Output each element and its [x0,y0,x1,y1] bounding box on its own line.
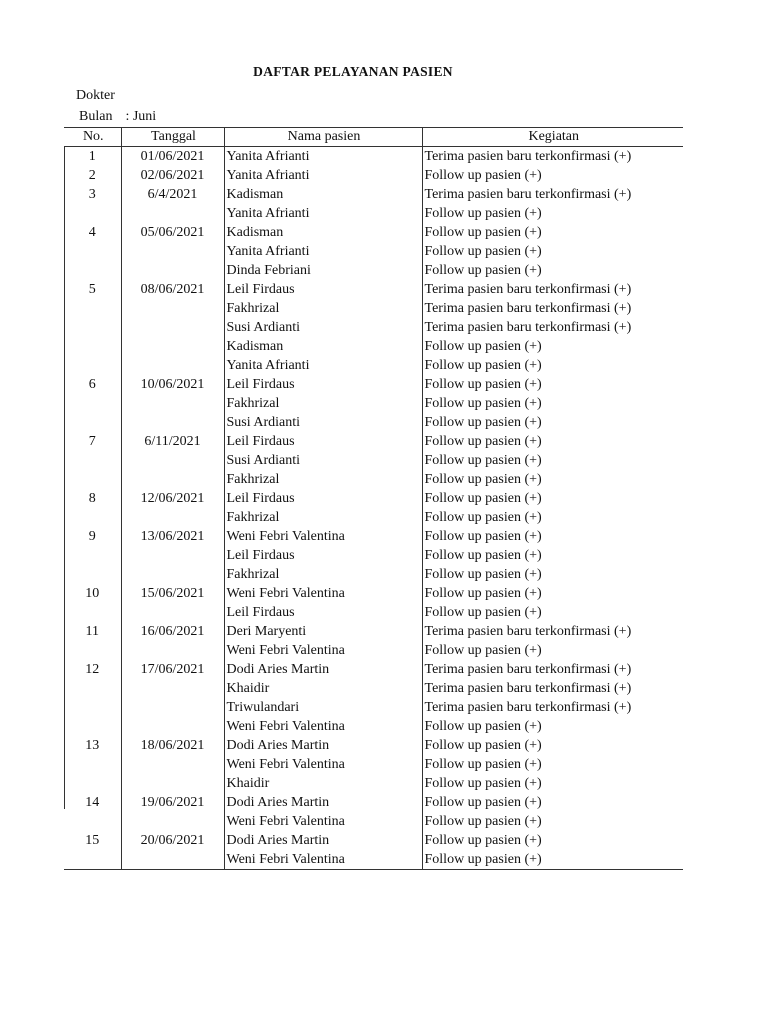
row-patient-name: Fakhrizal [224,470,422,489]
row-date [121,641,224,660]
row-number [64,717,121,736]
row-activity: Follow up pasien (+) [422,356,683,375]
table-row [64,166,683,185]
row-date [121,242,224,261]
bulan-label: Bulan [79,109,113,124]
row-patient-name: Dodi Aries Martin [224,793,422,812]
row-activity: Terima pasien baru terkonfirmasi (+) [422,147,683,167]
table-row [64,337,683,356]
row-patient-name: Dodi Aries Martin [224,736,422,755]
row-number [64,603,121,622]
table-row [64,451,683,470]
table-row [64,299,683,318]
table-row [64,508,683,527]
row-date: 01/06/2021 [121,147,224,167]
row-date: 02/06/2021 [121,166,224,185]
row-number [64,508,121,527]
row-patient-name: Fakhrizal [224,394,422,413]
bulan-row [79,109,156,125]
row-patient-name: Khaidir [224,774,422,793]
row-date: 05/06/2021 [121,223,224,242]
row-number [64,679,121,698]
row-patient-name: Susi Ardianti [224,318,422,337]
row-patient-name: Kadisman [224,223,422,242]
row-number [64,565,121,584]
row-activity: Follow up pasien (+) [422,736,683,755]
table-header-row [64,128,683,147]
table-row [64,755,683,774]
row-patient-name: Kadisman [224,185,422,204]
row-date: 6/11/2021 [121,432,224,451]
table-row [64,831,683,850]
row-activity: Follow up pasien (+) [422,508,683,527]
table-row [64,546,683,565]
row-number [64,755,121,774]
row-number [64,850,121,870]
row-activity: Follow up pasien (+) [422,641,683,660]
row-patient-name: Yanita Afrianti [224,147,422,167]
row-activity: Follow up pasien (+) [422,489,683,508]
row-date: 19/06/2021 [121,793,224,812]
row-patient-name: Weni Febri Valentina [224,812,422,831]
row-patient-name: Yanita Afrianti [224,166,422,185]
row-number: 13 [85,738,100,753]
row-activity: Terima pasien baru terkonfirmasi (+) [422,280,683,299]
row-number [64,470,121,489]
row-number: 12 [85,662,100,677]
row-date [121,394,224,413]
row-patient-name: Fakhrizal [224,508,422,527]
row-number [64,546,121,565]
row-number [64,356,121,375]
row-activity: Follow up pasien (+) [422,223,683,242]
header-kegiatan: Kegiatan [422,128,683,147]
row-patient-name: Yanita Afrianti [224,356,422,375]
row-number: 2 [88,168,96,183]
row-number [64,242,121,261]
row-patient-name: Khaidir [224,679,422,698]
row-activity: Terima pasien baru terkonfirmasi (+) [422,679,683,698]
row-date [121,755,224,774]
table-row [64,736,683,755]
table-row [64,356,683,375]
table-row [64,413,683,432]
row-date [121,337,224,356]
row-date [121,565,224,584]
table-row [64,280,683,299]
patient-service-table [64,127,683,870]
row-number: 4 [88,225,96,240]
table-body [64,147,683,870]
row-activity: Terima pasien baru terkonfirmasi (+) [422,622,683,641]
row-activity: Follow up pasien (+) [422,204,683,223]
row-date [121,261,224,280]
table-row [64,774,683,793]
row-date [121,451,224,470]
row-number: 10 [85,586,100,601]
row-date [121,774,224,793]
row-patient-name: Weni Febri Valentina [224,717,422,736]
row-date [121,717,224,736]
row-date [121,204,224,223]
row-number [64,413,121,432]
table-row [64,204,683,223]
row-patient-name: Yanita Afrianti [224,204,422,223]
row-patient-name: Weni Febri Valentina [224,641,422,660]
row-date [121,698,224,717]
row-activity: Follow up pasien (+) [422,546,683,565]
row-activity: Follow up pasien (+) [422,413,683,432]
row-number [64,641,121,660]
row-patient-name: Fakhrizal [224,299,422,318]
dokter-label: Dokter [76,88,115,103]
table-row [64,223,683,242]
row-activity: Follow up pasien (+) [422,755,683,774]
row-number [64,337,121,356]
row-patient-name: Dodi Aries Martin [224,660,422,679]
row-activity: Follow up pasien (+) [422,375,683,394]
table-row [64,242,683,261]
row-patient-name: Leil Firdaus [224,432,422,451]
row-activity: Follow up pasien (+) [422,831,683,850]
row-number [64,204,121,223]
table-row [64,603,683,622]
row-date: 10/06/2021 [121,375,224,394]
row-number [64,812,121,831]
row-date: 6/4/2021 [121,185,224,204]
row-number [64,451,121,470]
row-activity: Follow up pasien (+) [422,850,683,870]
bulan-value: : Juni [125,109,157,124]
row-number: 14 [85,795,100,810]
row-date [121,508,224,527]
table-row [64,641,683,660]
row-activity: Follow up pasien (+) [422,470,683,489]
row-activity: Follow up pasien (+) [422,584,683,603]
table-row [64,698,683,717]
row-patient-name: Leil Firdaus [224,546,422,565]
row-patient-name: Kadisman [224,337,422,356]
row-date [121,356,224,375]
row-activity: Terima pasien baru terkonfirmasi (+) [422,185,683,204]
header-no: No. [64,128,121,147]
row-activity: Follow up pasien (+) [422,394,683,413]
table-row [64,527,683,546]
header-tanggal: Tanggal [121,128,224,147]
table-row [64,470,683,489]
row-number: 5 [88,282,96,297]
row-patient-name: Weni Febri Valentina [224,755,422,774]
table-row [64,679,683,698]
row-activity: Follow up pasien (+) [422,774,683,793]
table-row [64,584,683,603]
row-number [64,299,121,318]
table-row [64,717,683,736]
row-activity: Follow up pasien (+) [422,565,683,584]
row-patient-name: Triwulandari [224,698,422,717]
row-activity: Terima pasien baru terkonfirmasi (+) [422,698,683,717]
row-date: 13/06/2021 [121,527,224,546]
row-date: 18/06/2021 [121,736,224,755]
row-activity: Terima pasien baru terkonfirmasi (+) [422,318,683,337]
table-row [64,394,683,413]
row-patient-name: Weni Febri Valentina [224,584,422,603]
row-activity: Follow up pasien (+) [422,432,683,451]
row-patient-name: Leil Firdaus [224,489,422,508]
row-date [121,413,224,432]
table-row [64,318,683,337]
row-number [64,774,121,793]
row-activity: Follow up pasien (+) [422,793,683,812]
row-date: 20/06/2021 [121,831,224,850]
table-row [64,147,683,167]
row-patient-name: Yanita Afrianti [224,242,422,261]
row-number [64,698,121,717]
row-date [121,850,224,870]
row-activity: Follow up pasien (+) [422,603,683,622]
row-date: 15/06/2021 [121,584,224,603]
table-row [64,375,683,394]
row-number: 11 [85,624,99,639]
row-patient-name: Leil Firdaus [224,375,422,394]
row-patient-name: Fakhrizal [224,565,422,584]
row-date [121,318,224,337]
table-row [64,565,683,584]
row-number [64,394,121,413]
row-patient-name: Susi Ardianti [224,413,422,432]
row-date: 16/06/2021 [121,622,224,641]
row-patient-name: Weni Febri Valentina [224,527,422,546]
row-number: 1 [88,149,96,164]
row-date [121,470,224,489]
row-patient-name: Dinda Febriani [224,261,422,280]
row-date: 17/06/2021 [121,660,224,679]
row-date [121,603,224,622]
table-row [64,489,683,508]
row-patient-name: Leil Firdaus [224,603,422,622]
table-row [64,793,683,812]
table-row [64,185,683,204]
row-patient-name: Weni Febri Valentina [224,850,422,870]
header-nama-pasien: Nama pasien [224,128,422,147]
row-patient-name: Deri Maryenti [224,622,422,641]
row-date: 08/06/2021 [121,280,224,299]
table-row [64,432,683,451]
row-activity: Terima pasien baru terkonfirmasi (+) [422,660,683,679]
row-number: 3 [88,187,96,202]
table-row [64,622,683,641]
row-number: 15 [85,833,100,848]
row-number [64,318,121,337]
row-date: 12/06/2021 [121,489,224,508]
row-patient-name: Dodi Aries Martin [224,831,422,850]
row-number: 8 [88,491,96,506]
row-date [121,812,224,831]
row-number [64,261,121,280]
row-number: 9 [88,529,96,544]
table-row [64,261,683,280]
row-activity: Follow up pasien (+) [422,527,683,546]
row-date [121,679,224,698]
table-row [64,812,683,831]
table-row [64,850,683,870]
row-date [121,546,224,565]
row-patient-name: Susi Ardianti [224,451,422,470]
row-activity: Follow up pasien (+) [422,242,683,261]
row-activity: Follow up pasien (+) [422,261,683,280]
table-row [64,660,683,679]
row-date [121,299,224,318]
row-patient-name: Leil Firdaus [224,280,422,299]
row-activity: Terima pasien baru terkonfirmasi (+) [422,299,683,318]
row-activity: Follow up pasien (+) [422,812,683,831]
row-number: 7 [88,434,96,449]
row-number: 6 [88,377,96,392]
row-activity: Follow up pasien (+) [422,337,683,356]
document-title: DAFTAR PELAYANAN PASIEN [253,64,453,79]
row-activity: Follow up pasien (+) [422,166,683,185]
row-activity: Follow up pasien (+) [422,451,683,470]
row-activity: Follow up pasien (+) [422,717,683,736]
